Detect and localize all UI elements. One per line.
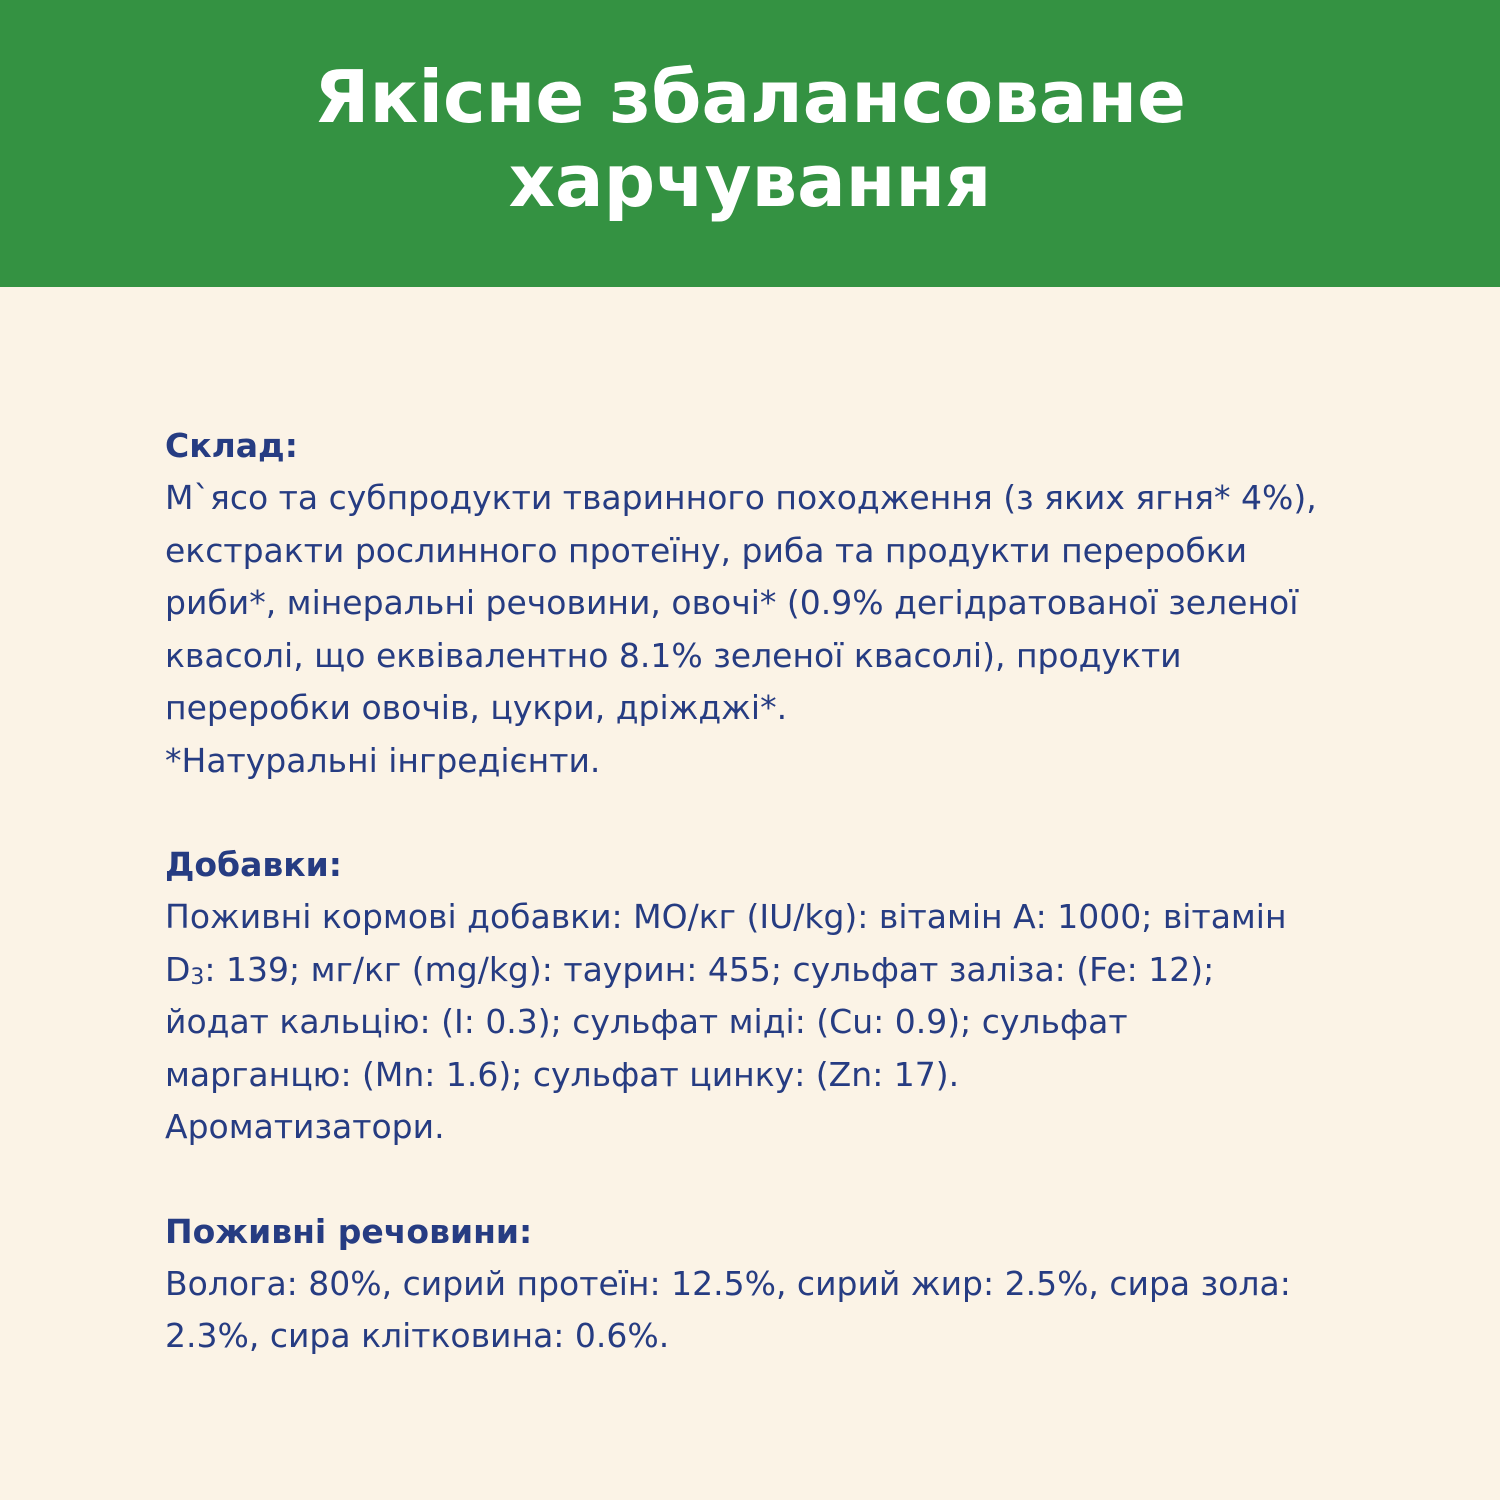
additives-section xyxy=(165,839,1380,1154)
composition-section xyxy=(165,420,1380,787)
page-title-line-2: харчування xyxy=(508,138,992,223)
additives-heading: Добавки: xyxy=(165,845,342,884)
natural-ingredients-note: *Натуральні інгредієнти. xyxy=(165,740,601,780)
header-banner xyxy=(0,0,1500,287)
composition-line: риби*, мінеральні речовини, овочі* (0.9% дегідратованої зеленої xyxy=(165,583,1299,622)
nutrients-section xyxy=(165,1206,1380,1363)
nutrients-line: 2.3%, сира клітковина: 0.6%. xyxy=(165,1316,670,1355)
additives-line xyxy=(165,944,1380,997)
composition-line: екстракти рослинного протеїну, риба та продукти переробки xyxy=(165,530,1248,570)
additives-line: Поживні кормові добавки: МО/кг (IU/kg): вітамін А: 1000; вітамін xyxy=(165,897,1287,936)
nutrients-line: Волога: 80%, сирий протеїн: 12.5%, сирий жир: 2.5%, сира зола: xyxy=(165,1263,1291,1303)
main-content xyxy=(165,420,1380,1415)
composition-line: М`ясо та субпродукти тваринного походження (з яких ягня* 4%), xyxy=(165,478,1317,517)
vitamin-d-subscript: 3 xyxy=(190,964,205,990)
additives-line: Ароматизатори. xyxy=(165,1107,445,1146)
page-title-line-1: Якісне збалансоване xyxy=(314,54,1186,139)
additives-line-rest: : 139; мг/кг (mg/kg): таурин: 455; сульфат заліза: (Fe: 12); xyxy=(204,949,1215,989)
composition-line: квасолі, що еквівалентно 8.1% зеленої квасолі), продукти xyxy=(165,635,1182,675)
vitamin-d-letter: D xyxy=(165,949,191,989)
additives-line: йодат кальцію: (I: 0.3); сульфат міді: (Cu: 0.9); сульфат xyxy=(165,1002,1128,1041)
nutrients-heading: Поживні речовини: xyxy=(165,1211,533,1251)
additives-line: марганцю: (Mn: 1.6); сульфат цинку: (Zn: 17). xyxy=(165,1054,960,1094)
composition-line: переробки овочів, цукри, дріжджі*. xyxy=(165,688,788,727)
composition-heading: Склад: xyxy=(165,426,298,465)
